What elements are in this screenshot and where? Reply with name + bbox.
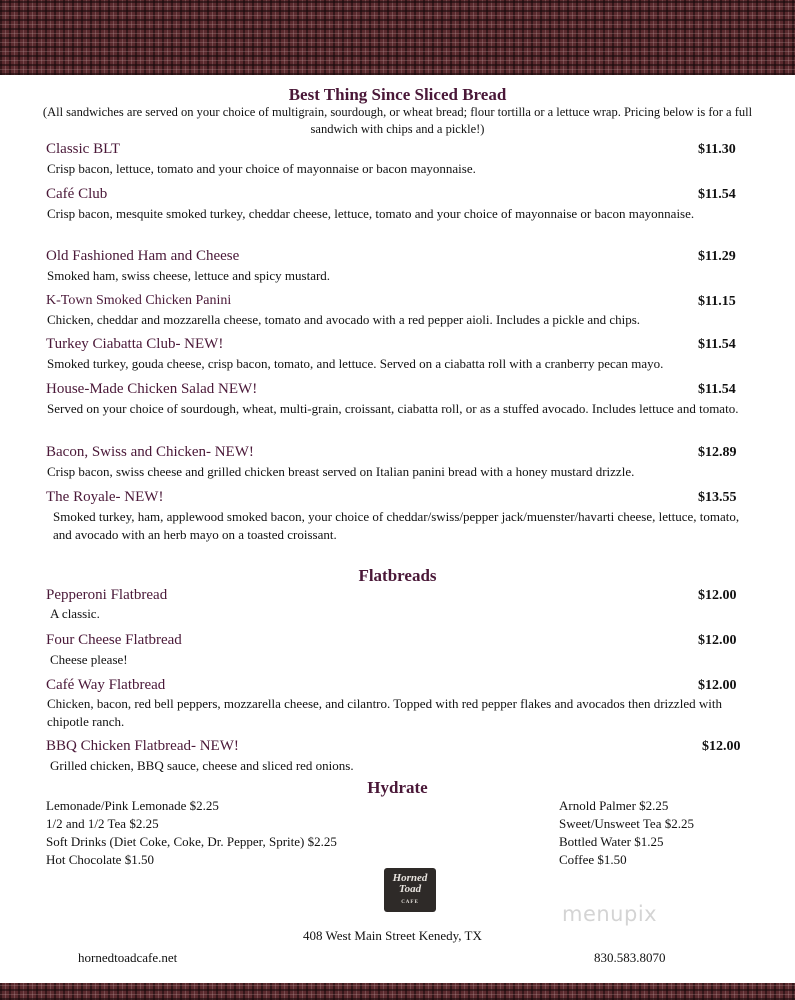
menu-item-price: $12.00 (698, 678, 737, 693)
menu-item-name: Classic BLT (46, 141, 121, 157)
menu-item-price: $11.54 (698, 187, 736, 202)
menu-item-desc: Chicken, cheddar and mozzarella cheese, tomato and avocado with a red pepper aioli. Includes a pickle and chips. (47, 312, 641, 327)
drink-item: 1/2 and 1/2 Tea $2.25 (46, 816, 159, 831)
plaid-border-bottom (0, 983, 795, 1000)
menu-item-desc: Crisp bacon, lettuce, tomato and your choice of mayonnaise or bacon mayonnaise. (47, 161, 476, 176)
menu-item-name: Turkey Ciabatta Club- NEW! (46, 336, 224, 352)
logo-line2: Toad (398, 882, 422, 895)
menu-item-name: Café Club (46, 186, 108, 202)
menu-item-desc: Cheese please! (50, 652, 128, 667)
menu-item-name: Old Fashioned Ham and Cheese (46, 248, 240, 264)
phone-number[interactable]: 830.583.8070 (594, 950, 666, 965)
menu-item-desc: Crisp bacon, mesquite smoked turkey, cheddar cheese, lettuce, tomato and your choice of mayonnaise or bacon mayonnaise. (47, 206, 695, 221)
address: 408 West Main Street Kenedy, TX (303, 928, 482, 943)
menu-item-name: K-Town Smoked Chicken Panini (46, 293, 232, 308)
menu-item-desc: Grilled chicken, BBQ sauce, cheese and sliced red onions. (50, 758, 354, 773)
horned-toad-logo (384, 868, 436, 912)
menu-item-name: Café Way Flatbread (46, 677, 166, 693)
menu-item-name: House-Made Chicken Salad NEW! (46, 381, 258, 397)
drink-item: Soft Drinks (Diet Coke, Coke, Dr. Pepper, Sprite) $2.25 (46, 834, 337, 849)
menu-item-price: $11.29 (698, 249, 736, 264)
menu-item-price: $11.54 (698, 382, 736, 397)
menu-item-desc: Smoked ham, swiss cheese, lettuce and spicy mustard. (47, 268, 331, 283)
sandwiches-heading: Best Thing Since Sliced Bread (288, 85, 507, 104)
drink-item: Arnold Palmer $2.25 (559, 798, 669, 813)
website-link[interactable]: hornedtoadcafe.net (78, 950, 178, 965)
drink-item: Bottled Water $1.25 (559, 834, 664, 849)
menu-item-name: The Royale- NEW! (46, 489, 164, 505)
drink-item: Sweet/Unsweet Tea $2.25 (559, 816, 694, 831)
menu-item-name: Bacon, Swiss and Chicken- NEW! (46, 444, 254, 460)
drink-item: Hot Chocolate $1.50 (46, 852, 154, 867)
logo-line3: CAFE (401, 899, 419, 905)
menu-item-desc: Smoked turkey, ham, applewood smoked bacon, your choice of cheddar/swiss/pepper jack/muenster/havarti cheese, lettuce, tomato, and avocado with an herb mayo on a toasted croissant. (53, 509, 740, 542)
sandwiches-intro: (All sandwiches are served on your choice of multigrain, sourdough, or wheat bread; flour tortilla or a lettuce wrap. Pricing below is for a full sandwich with chips and a pickle!) (42, 105, 753, 136)
plaid-border-top (0, 0, 795, 75)
menu-item-desc: A classic. (50, 606, 100, 621)
hydrate-heading: Hydrate (367, 778, 428, 797)
drink-item: Lemonade/Pink Lemonade $2.25 (46, 798, 219, 813)
drink-item: Coffee $1.50 (559, 852, 627, 867)
menu-item-price: $12.89 (698, 445, 737, 460)
menu-item-desc: Crisp bacon, swiss cheese and grilled chicken breast served on Italian panini bread with a honey mustard drizzle. (47, 464, 635, 479)
menu-item-price: $11.15 (698, 294, 736, 309)
menu-item-desc: Served on your choice of sourdough, wheat, multi-grain, croissant, ciabatta roll, or as a stuffed avocado. Includes lettuce and tomato. (47, 401, 739, 416)
menupix-watermark: menupix (562, 902, 658, 926)
menu-item-price: $12.00 (698, 633, 737, 648)
menu-item-name: Four Cheese Flatbread (46, 632, 182, 648)
menu-item-desc: Chicken, bacon, red bell peppers, mozzarella cheese, and cilantro. Topped with red pepper flakes and avocados then drizzled with chipotle ranch. (47, 696, 722, 729)
logo-line1: Horned (392, 871, 428, 884)
menu-item-name: Pepperoni Flatbread (46, 587, 168, 603)
menu-item-price: $11.54 (698, 337, 736, 352)
menu-item-price: $13.55 (698, 490, 737, 505)
menu-item-price: $12.00 (702, 739, 741, 754)
flatbreads-heading: Flatbreads (358, 566, 437, 585)
menu-item-price: $11.30 (698, 142, 736, 157)
menu-item-price: $12.00 (698, 588, 737, 603)
menu-item-desc: Smoked turkey, gouda cheese, crisp bacon, tomato, and lettuce. Served on a ciabatta roll with a cranberry pecan mayo. (47, 356, 664, 371)
menu-item-name: BBQ Chicken Flatbread- NEW! (46, 738, 239, 754)
